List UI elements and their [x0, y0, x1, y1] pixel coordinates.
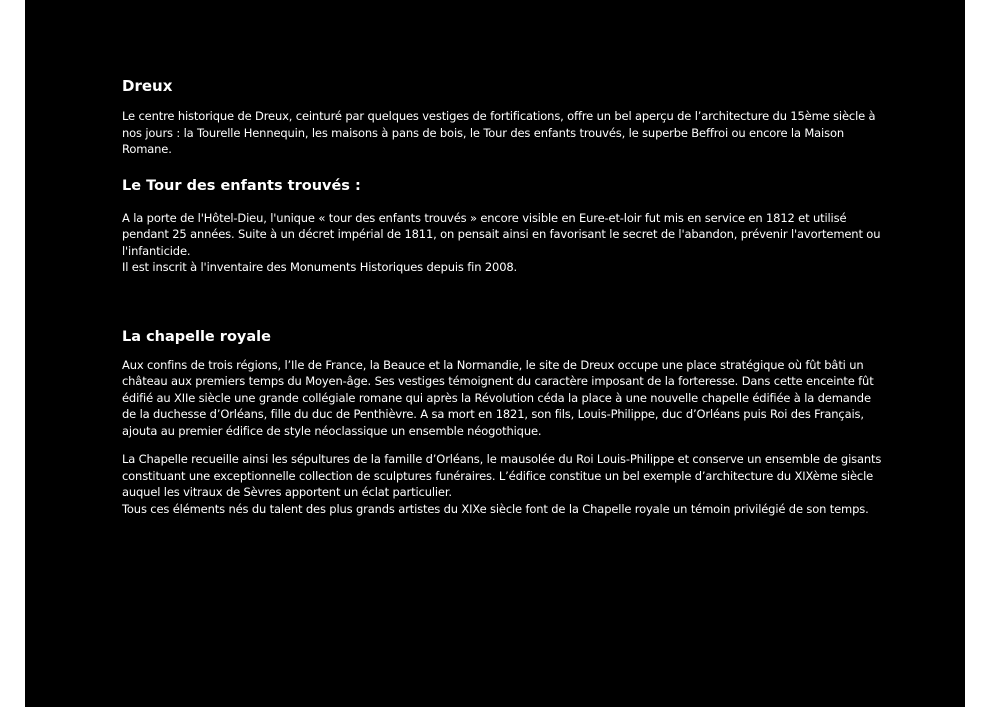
section-title-dreux: Dreux	[122, 77, 173, 95]
chapelle-paragraph-3: Tous ces éléments nés du talent des plus grands artistes du XIXe siècle font de la Chapelle royale un témoin privilégié de son temps.	[122, 501, 869, 516]
dreux-paragraph: Le centre historique de Dreux, ceinturé par quelques vestiges de fortifications, offre un bel aperçu de l’architecture du 15ème siècle à nos jours : la Tourelle Hennequin, les maisons à pans de bois, le Tour des enfants trouvés, le superbe Beffroi ou encore la Maison Romane.	[122, 109, 876, 156]
section-title-chapelle: La chapelle royale	[122, 328, 271, 345]
chapelle-paragraph-2: La Chapelle recueille ainsi les sépultures de la famille d’Orléans, le mausolée du Roi Louis-Philippe et conserve un ensemble de gisants constituant une exceptionnelle collection de sculptures funéraires. L’édifice constitue un bel exemple d’architecture du XIXème siècle auquel les vitraux de Sèvres apportent un éclat particulier.	[122, 452, 882, 499]
document-content	[122, 76, 886, 517]
tour-paragraph-2: Il est inscrit à l'inventaire des Monuments Historiques depuis fin 2008.	[122, 260, 518, 274]
paragraph-spacer	[122, 439, 886, 451]
tour-paragraph-1: A la porte de l'Hôtel-Dieu, l'unique « tour des enfants trouvés » encore visible en Eure-et-loir fut mis en service en 1812 et utilisé pendant 25 années. Suite à un décret impérial de 1811, on pensait ainsi en favorisant le secret de l'abandon, prévenir l'avortement ou l'infanticide.	[122, 210, 881, 258]
section-title-tour: Le Tour des enfants trouvés :	[122, 177, 361, 194]
chapelle-paragraph-1: Aux confins de trois régions, l’Ile de France, la Beauce et la Normandie, le site de Dreux occupe une place stratégique où fût bâti un château aux premiers temps du Moyen-âge. Ses vestiges témoignent du caractère imposant de la forteresse. Dans cette enceinte fût édifié au XIIe siècle une grande collégiale romane qui après la Révolution céda la place à une nouvelle chapelle édifiée à la demande de la duchesse d’Orléans, fille du duc de Penthièvre. A sa mort en 1821, son fils, Louis-Philippe, duc d’Orléans puis Roi des Français, ajouta au premier édifice de style néoclassique un ensemble néogothique.	[122, 357, 874, 438]
document-page	[25, 0, 965, 707]
